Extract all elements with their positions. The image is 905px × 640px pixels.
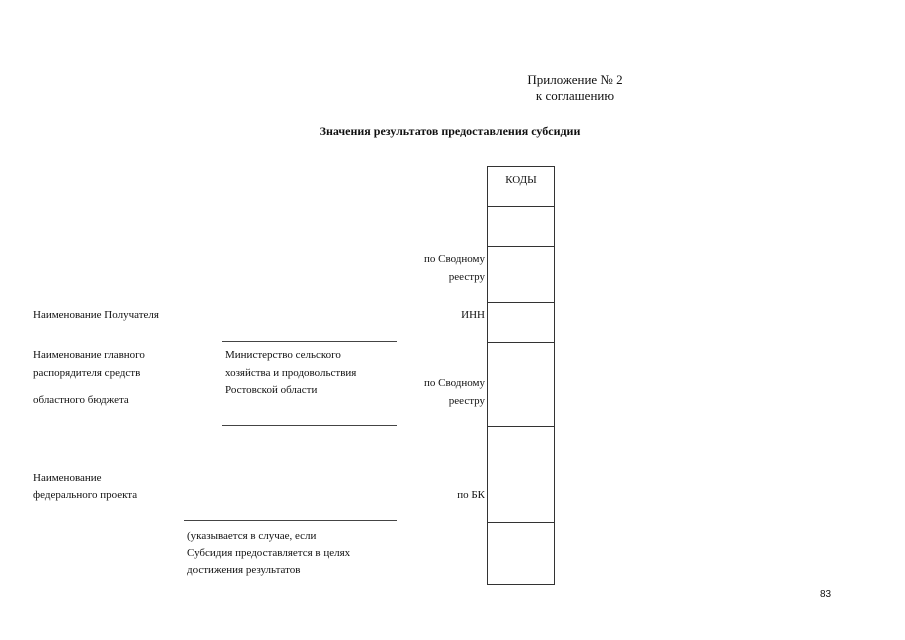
appendix-agreement: к соглашению <box>535 88 615 103</box>
appendix-number: Приложение № 2 <box>527 72 623 87</box>
codes-cell-empty <box>488 207 554 247</box>
svod-registry-label-1-line2: реестру <box>448 271 485 283</box>
recipient-underline <box>222 341 397 342</box>
codes-cell-inn <box>488 303 554 343</box>
main-manager-label-line1: Наименование главного <box>33 349 145 361</box>
ministry-line1: Министерство сельского <box>225 349 341 361</box>
federal-project-label-line1: Наименование <box>33 472 102 484</box>
codes-cell-bottom <box>488 523 554 584</box>
svod-registry-label-2-line2: реестру <box>448 395 485 407</box>
main-manager-label-line3: областного бюджета <box>33 394 129 406</box>
ministry-line3: Ростовской области <box>225 384 318 396</box>
inn-label: ИНН <box>461 309 485 321</box>
page-number: 83 <box>820 589 832 600</box>
note-line1: (указывается в случае, если <box>187 530 317 542</box>
svod-registry-label-1-line1: по Сводному <box>423 253 485 265</box>
codes-cell-svod-registry-2 <box>488 343 554 427</box>
appendix-heading <box>470 72 680 104</box>
codes-table <box>487 166 555 585</box>
codes-header: КОДЫ <box>488 167 554 207</box>
bk-label: по БК <box>457 489 485 501</box>
svod-registry-label-2-line1: по Сводному <box>423 377 485 389</box>
svod-registry-label-2 <box>380 374 485 410</box>
recipient-label: Наименование Получателя <box>33 309 159 321</box>
document-title: Значения результатов предоставления субсидии <box>319 124 581 138</box>
ministry-line2: хозяйства и продовольствия <box>225 367 357 379</box>
codes-cell-svod-registry-1 <box>488 247 554 303</box>
codes-cell-bk <box>488 427 554 523</box>
note-line3: достижения результатов <box>187 564 301 576</box>
main-manager-underline <box>222 425 397 426</box>
note-line2: Субсидия предоставляется в целях <box>187 547 351 559</box>
federal-project-underline <box>184 520 397 521</box>
federal-project-label-line2: федерального проекта <box>33 489 138 501</box>
svod-registry-label-1 <box>380 250 485 286</box>
main-manager-label-line2: распорядителя средств <box>33 367 141 379</box>
